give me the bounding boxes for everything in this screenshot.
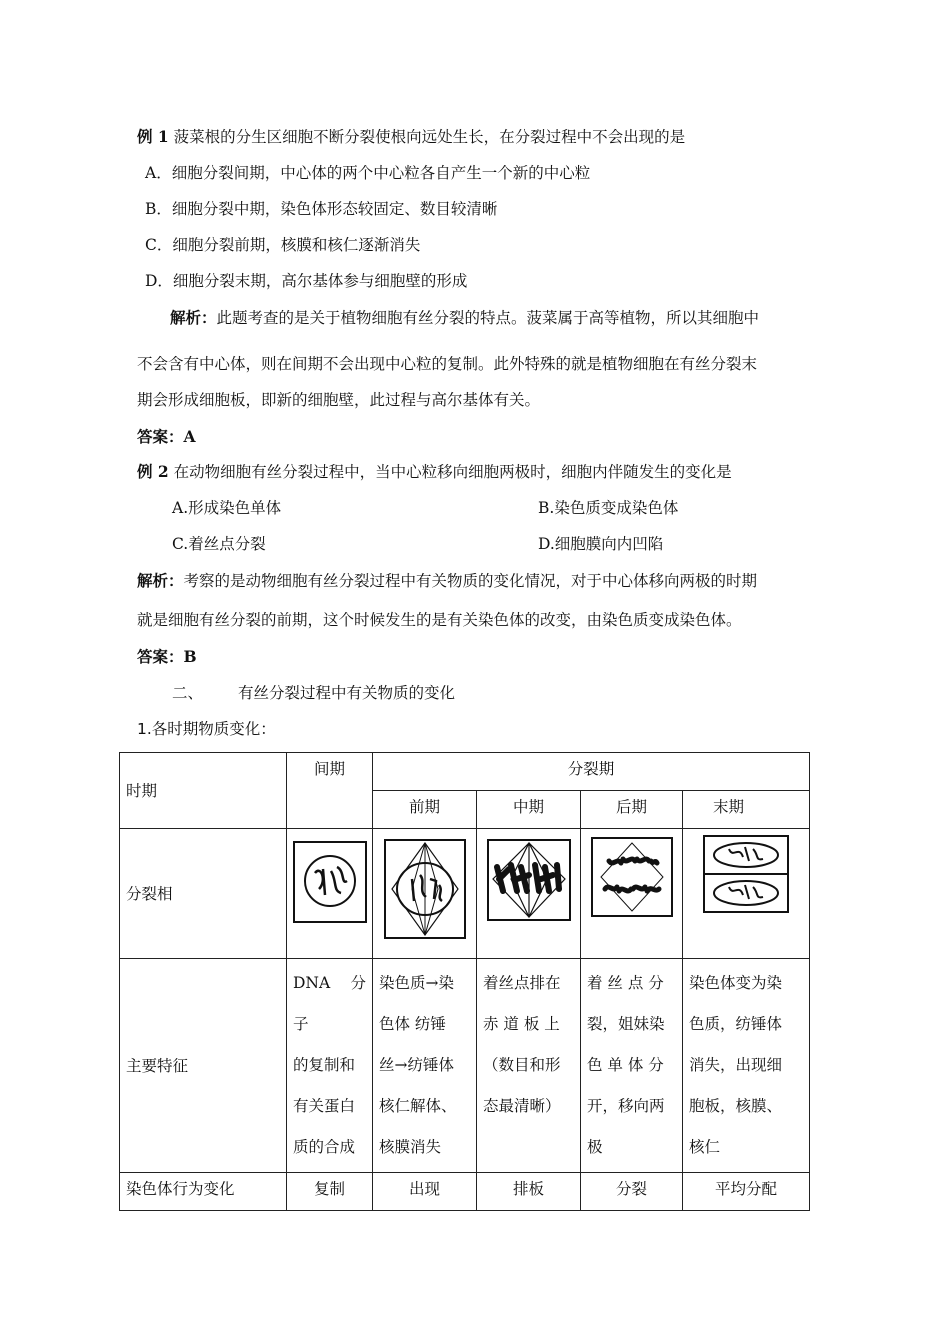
features-interphase xyxy=(287,959,373,1173)
feature-line: 染色质→染 xyxy=(379,974,454,992)
behavior-prophase-label: 出现 xyxy=(408,1180,440,1198)
header-telophase xyxy=(683,791,810,829)
example1-option-b: B．细胞分裂中期，染色体形态较固定、数目较清晰 xyxy=(145,200,498,218)
example2-question-line xyxy=(137,462,732,482)
feature-line: 质的合成 xyxy=(293,1138,356,1156)
behavior-anaphase xyxy=(581,1173,683,1211)
feature-line: 赤 道 板 上 xyxy=(483,1015,560,1033)
example1-question: 菠菜根的分生区细胞不断分裂使根向远处生长，在分裂过程中不会出现的是 xyxy=(173,128,686,146)
feature-line: 染色体变为染 xyxy=(689,974,783,992)
header-interphase-label: 间期 xyxy=(313,760,345,778)
example2-option-a: A.形成染色单体 xyxy=(172,499,282,517)
feature-line: 色 单 体 分 xyxy=(587,1056,664,1074)
behavior-metaphase xyxy=(477,1173,581,1211)
example1-option-a: A．细胞分裂间期，中心体的两个中心粒各自产生一个新的中心粒 xyxy=(145,164,591,182)
feature-line: 色体 纺锤 xyxy=(379,1015,446,1033)
telophase-cell-diagram xyxy=(703,835,789,913)
row-features-label: 主要特征 xyxy=(126,1056,189,1075)
figure-interphase xyxy=(287,829,373,959)
prophase-cell-diagram xyxy=(384,839,466,939)
section-number: 二、 xyxy=(172,684,204,702)
example1-option-c: C．细胞分裂前期，核膜和核仁逐渐消失 xyxy=(145,236,421,254)
example1-answer: 答案：A xyxy=(137,427,196,446)
behavior-prophase xyxy=(373,1173,477,1211)
header-period xyxy=(120,753,287,829)
header-metaphase xyxy=(477,791,581,829)
figure-metaphase xyxy=(477,829,581,959)
feature-line: 着 丝 点 分 xyxy=(587,974,664,992)
phase-table xyxy=(119,752,810,1211)
figure-telophase xyxy=(683,829,810,959)
feature-line: 态最清晰） xyxy=(483,1097,561,1115)
row-phase-figure-label: 分裂相 xyxy=(126,884,173,903)
example1-option-d: D．细胞分裂末期，高尔基体参与细胞壁的形成 xyxy=(145,272,468,290)
behavior-metaphase-label: 排板 xyxy=(512,1180,544,1198)
row-behavior xyxy=(120,1173,287,1211)
header-telophase-label: 末期 xyxy=(713,798,745,816)
feature-line: DNA 分子 xyxy=(293,974,366,1033)
example2-option-b: B.染色质变成染色体 xyxy=(538,499,679,517)
header-period-label: 时期 xyxy=(126,781,158,800)
example1-analysis-line-1 xyxy=(170,308,759,328)
header-anaphase xyxy=(581,791,683,829)
feature-line: 核仁 xyxy=(689,1138,721,1156)
behavior-interphase xyxy=(287,1173,373,1211)
header-prophase xyxy=(373,791,477,829)
header-mitosis xyxy=(373,753,810,791)
example1-analysis-text-1: 此题考查的是关于植物细胞有丝分裂的特点。菠菜属于高等植物，所以其细胞中 xyxy=(216,309,760,327)
row-phase-figure xyxy=(120,829,287,959)
feature-line: 开，移向两 xyxy=(587,1097,665,1115)
example1-analysis-line-3: 期会形成细胞板，即新的细胞壁，此过程与高尔基体有关。 xyxy=(137,391,541,409)
feature-line: 极 xyxy=(587,1138,603,1156)
behavior-telophase-label: 平均分配 xyxy=(714,1180,777,1198)
example1-label: 例 1 xyxy=(137,127,169,146)
example2-analysis-line-2: 就是细胞有丝分裂的前期，这个时候发生的是有关染色体的改变，由染色质变成染色体。 xyxy=(137,611,742,629)
header-mitosis-label: 分裂期 xyxy=(567,760,615,778)
section-title: 有丝分裂过程中有关物质的变化 xyxy=(238,684,456,702)
subsection-title: 1.各时期物质变化： xyxy=(137,720,276,738)
feature-line: （数目和形 xyxy=(483,1056,561,1074)
figure-anaphase xyxy=(581,829,683,959)
header-metaphase-label: 中期 xyxy=(512,798,544,816)
behavior-anaphase-label: 分裂 xyxy=(615,1180,647,1198)
behavior-telophase xyxy=(683,1173,810,1211)
feature-line: 核膜消失 xyxy=(379,1138,442,1156)
example2-option-d: D.细胞膜向内凹陷 xyxy=(538,535,664,553)
row-behavior-label: 染色体行为变化 xyxy=(126,1180,235,1198)
feature-line: 消失，出现细 xyxy=(689,1056,783,1074)
example2-option-c: C.着丝点分裂 xyxy=(172,535,266,553)
feature-line: 色质，纺锤体 xyxy=(689,1015,783,1033)
example1-analysis-label: 解析： xyxy=(170,308,217,327)
example2-label: 例 2 xyxy=(137,462,169,481)
example2-answer: 答案：B xyxy=(137,647,197,666)
header-interphase xyxy=(287,753,373,829)
feature-line: 裂，姐妹染 xyxy=(587,1015,665,1033)
anaphase-cell-diagram xyxy=(591,837,673,917)
example1-question-line xyxy=(137,127,685,147)
feature-line: 着丝点排在 xyxy=(483,974,561,992)
header-anaphase-label: 后期 xyxy=(615,798,647,816)
features-telophase xyxy=(683,959,810,1173)
figure-prophase xyxy=(373,829,477,959)
example1-analysis-line-2: 不会含有中心体，则在间期不会出现中心粒的复制。此外特殊的就是植物细胞在有丝分裂末 xyxy=(137,355,758,373)
example2-analysis-line-1 xyxy=(137,571,757,591)
interphase-cell-diagram xyxy=(293,841,367,923)
feature-line: 核仁解体、 xyxy=(379,1097,457,1115)
feature-line: 丝→纺锤体 xyxy=(379,1056,454,1074)
example2-analysis-text-1: 考察的是动物细胞有丝分裂过程中有关物质的变化情况，对于中心体移向两极的时期 xyxy=(183,572,758,590)
features-metaphase xyxy=(477,959,581,1173)
feature-line: 胞板，核膜、 xyxy=(689,1097,783,1115)
features-prophase xyxy=(373,959,477,1173)
feature-line: 有关蛋白 xyxy=(293,1097,356,1115)
features-anaphase xyxy=(581,959,683,1173)
feature-line: 的复制和 xyxy=(293,1056,356,1074)
example2-question: 在动物细胞有丝分裂过程中，当中心粒移向细胞两极时，细胞内伴随发生的变化是 xyxy=(173,463,732,481)
header-prophase-label: 前期 xyxy=(408,798,440,816)
example2-analysis-label: 解析： xyxy=(137,571,184,590)
row-features xyxy=(120,959,287,1173)
metaphase-cell-diagram xyxy=(487,839,571,921)
behavior-interphase-label: 复制 xyxy=(313,1180,345,1198)
